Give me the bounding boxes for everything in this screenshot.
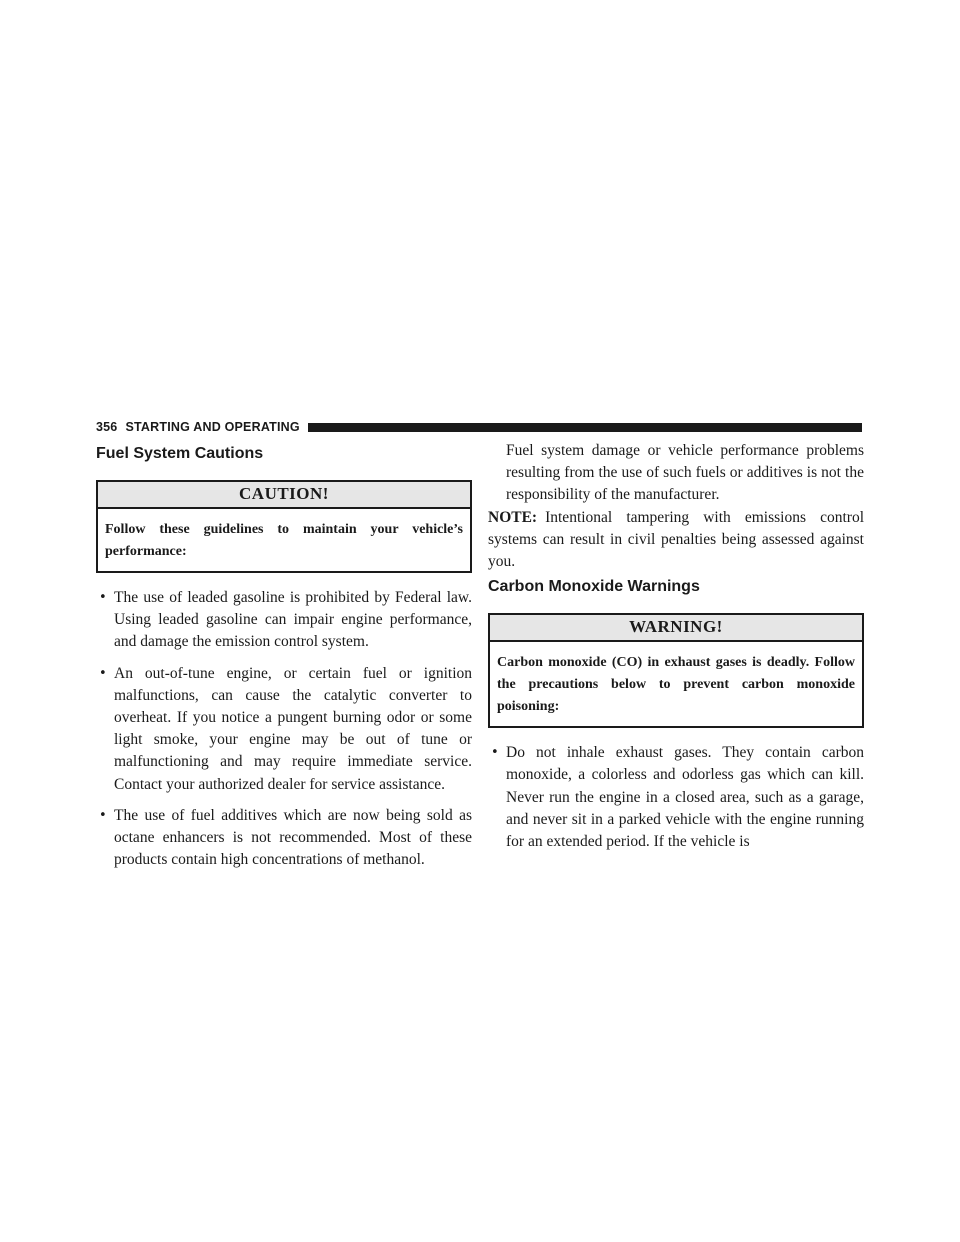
page-number: 356 [96, 420, 118, 434]
bullet-icon: • [99, 807, 107, 823]
left-column [96, 440, 472, 880]
list-item [96, 805, 472, 872]
carbon-monoxide-list [488, 742, 864, 853]
fuel-system-title: Fuel System Cautions [96, 445, 264, 462]
running-header [96, 420, 862, 434]
note-paragraph [488, 507, 864, 574]
list-item [96, 587, 472, 654]
list-item-text: The use of leaded gasoline is prohibited by Federal law. Using leaded gasoline can impair engine performance, and damage the emission control system. [114, 589, 472, 651]
warning-box [488, 613, 864, 728]
header-rule [308, 423, 862, 432]
bullet-icon: • [99, 590, 107, 605]
note-text: Intentional tampering with emissions control systems can result in civil penalties being assessed against you. [488, 508, 864, 571]
carbon-monoxide-title: Carbon Monoxide Warnings [488, 578, 700, 596]
caution-box [96, 480, 472, 573]
fuel-caution-list [96, 587, 472, 871]
section-name: STARTING AND OPERATING [125, 420, 300, 434]
list-item-text: Do not inhale exhaust gases. They contain carbon monoxide, a colorless and odorless gas which can kill. Never run the engine in a closed area, such as a garage, and never sit in a parked vehicle with the engine running for an extended period. If the vehicle is [506, 744, 864, 851]
note-label: NOTE: [488, 508, 538, 526]
list-item [488, 742, 864, 853]
bullet-icon: • [491, 745, 499, 761]
continuation-text: Fuel system damage or vehicle performance problems resulting from the use of such fuels or additives is not the responsibility of the manufacturer. [506, 442, 864, 504]
warning-text: Carbon monoxide (CO) in exhaust gases is deadly. Follow the precautions below to prevent carbon monoxide poisoning: [497, 655, 855, 715]
warning-label: WARNING! [490, 615, 862, 642]
bullet-icon: • [99, 665, 107, 681]
list-item-text: The use of fuel additives which are now being sold as octane enhancers is not recommended. Most of these products contain high concentrations of methanol. [114, 806, 472, 869]
right-column [488, 440, 864, 862]
list-item-text: An out-of-tune engine, or certain fuel or ignition malfunctions, can cause the catalytic converter to overheat. If you notice a pungent burning odor or some light smoke, your engine may be out of tune or malfunctioning and may require immediate service. Contact your authorized dealer for service assistance. [114, 664, 472, 793]
caution-text: Follow these guidelines to maintain your vehicle’s performance: [105, 522, 463, 559]
caution-label: CAUTION! [98, 482, 470, 509]
list-item [96, 663, 472, 796]
